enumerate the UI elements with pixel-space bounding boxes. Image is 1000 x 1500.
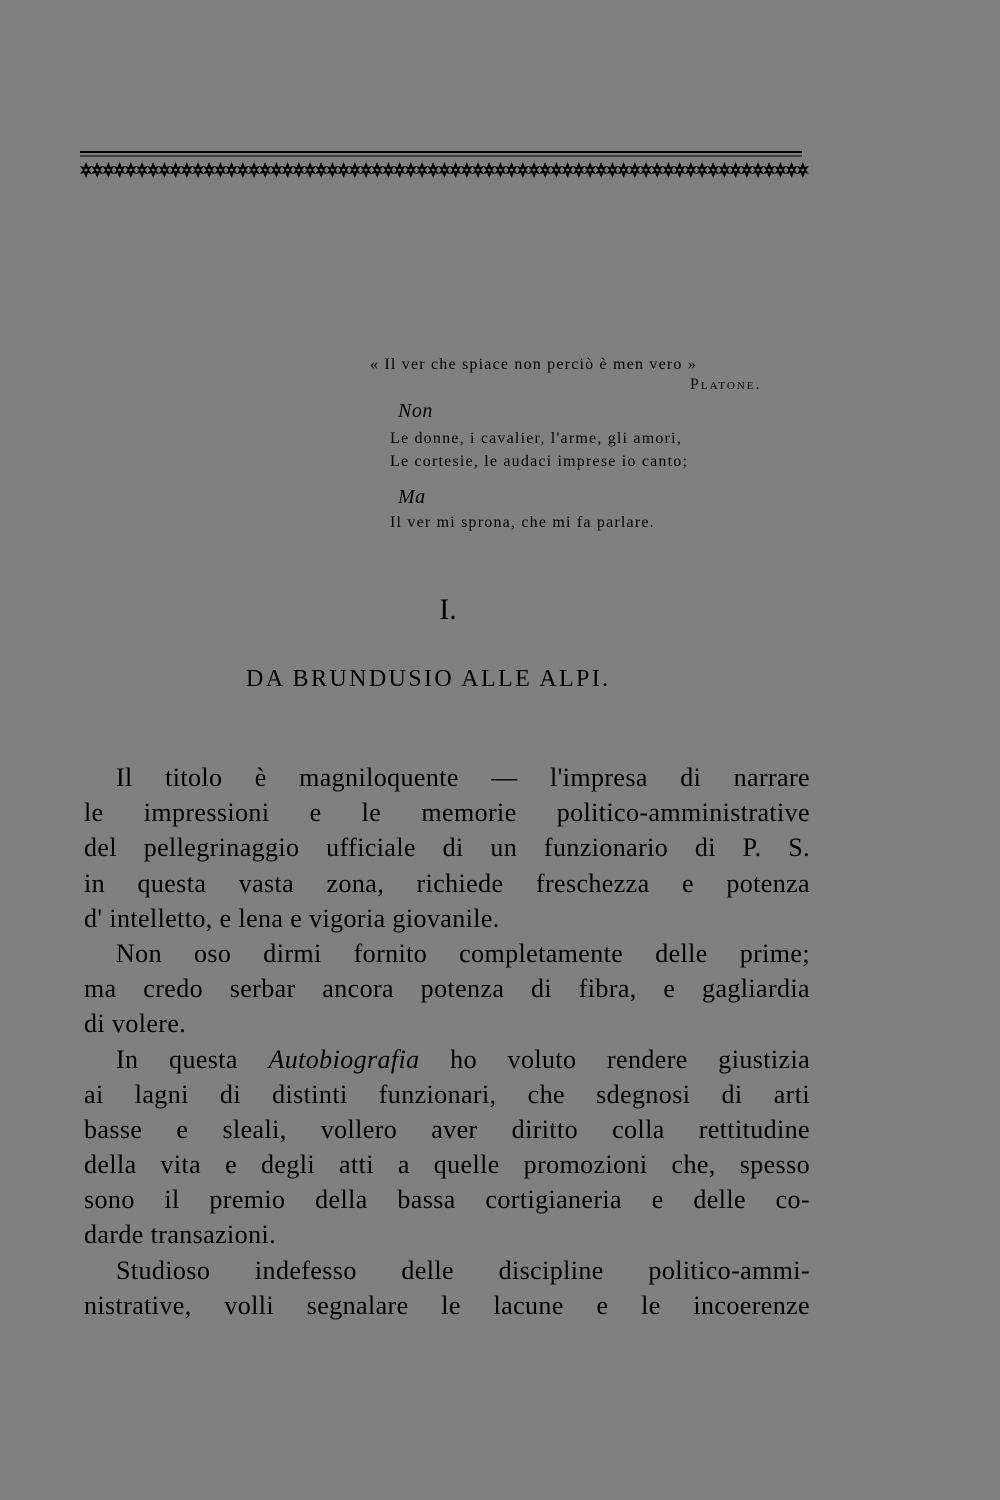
text-line: basse e sleali, vollero aver diritto colla rettitudine xyxy=(84,1114,810,1144)
text-line: nistrative, volli segnalare le lacune e le incoerenze xyxy=(84,1290,810,1320)
text-line: Il titolo è magniloquente — l'impresa di narrare xyxy=(116,763,810,792)
text-line: in questa vasta zona, richiede freschezza e potenza xyxy=(84,868,810,898)
body-text xyxy=(84,760,810,1323)
text-fragment: ho voluto rendere giustizia xyxy=(450,1044,811,1074)
text-line: Studioso indefesso delle discipline politico-ammi- xyxy=(116,1255,810,1285)
text-line: d' intelletto, e lena e vigoria giovanile. xyxy=(84,903,500,933)
chapter-number: I. xyxy=(439,593,457,626)
text-line: ma credo serbar ancora potenza di fibra, e gagliardia xyxy=(84,974,810,1004)
text-line: ai lagni di distinti funzionari, che sdegnosi di arti xyxy=(84,1079,810,1109)
epigraph-verse-1: Le donne, i cavalier, l'arme, gli amori, xyxy=(390,430,682,447)
epigraph-ma-label: Ma xyxy=(398,486,426,508)
text-line: della vita e degli atti a quelle promozioni che, spesso xyxy=(84,1150,810,1180)
epigraph-verse-2: Le cortesie, le audaci imprese io canto; xyxy=(390,453,689,470)
epigraph-non-label: Non xyxy=(398,400,433,422)
text-line: darde transazioni. xyxy=(84,1220,277,1250)
text-line: del pellegrinaggio ufficiale di un funzionario di P. S. xyxy=(84,833,810,863)
text-line: le impressioni e le memorie politico-amministrative xyxy=(84,798,810,828)
epigraph-attribution: Platone. xyxy=(690,376,762,393)
text-fragment: In questa xyxy=(116,1044,238,1074)
text-line: Non oso dirmi fornito completamente delle prime; xyxy=(116,938,810,968)
italic-title-autobiografia: Autobiografia xyxy=(268,1044,420,1074)
text-line: di volere. xyxy=(84,1009,187,1039)
epigraph xyxy=(0,0,1000,560)
epigraph-verse-3: Il ver mi sprona, che mi fa parlare. xyxy=(390,514,655,531)
chapter-title: DA BRUNDUSIO ALLE ALPI. xyxy=(246,666,611,692)
text-line: sono il premio della bassa cortigianeria e delle co- xyxy=(84,1185,810,1215)
epigraph-quote: « Il ver che spiace non perciò è men vero » xyxy=(370,356,698,373)
text-line-with-italic xyxy=(84,1042,810,1077)
